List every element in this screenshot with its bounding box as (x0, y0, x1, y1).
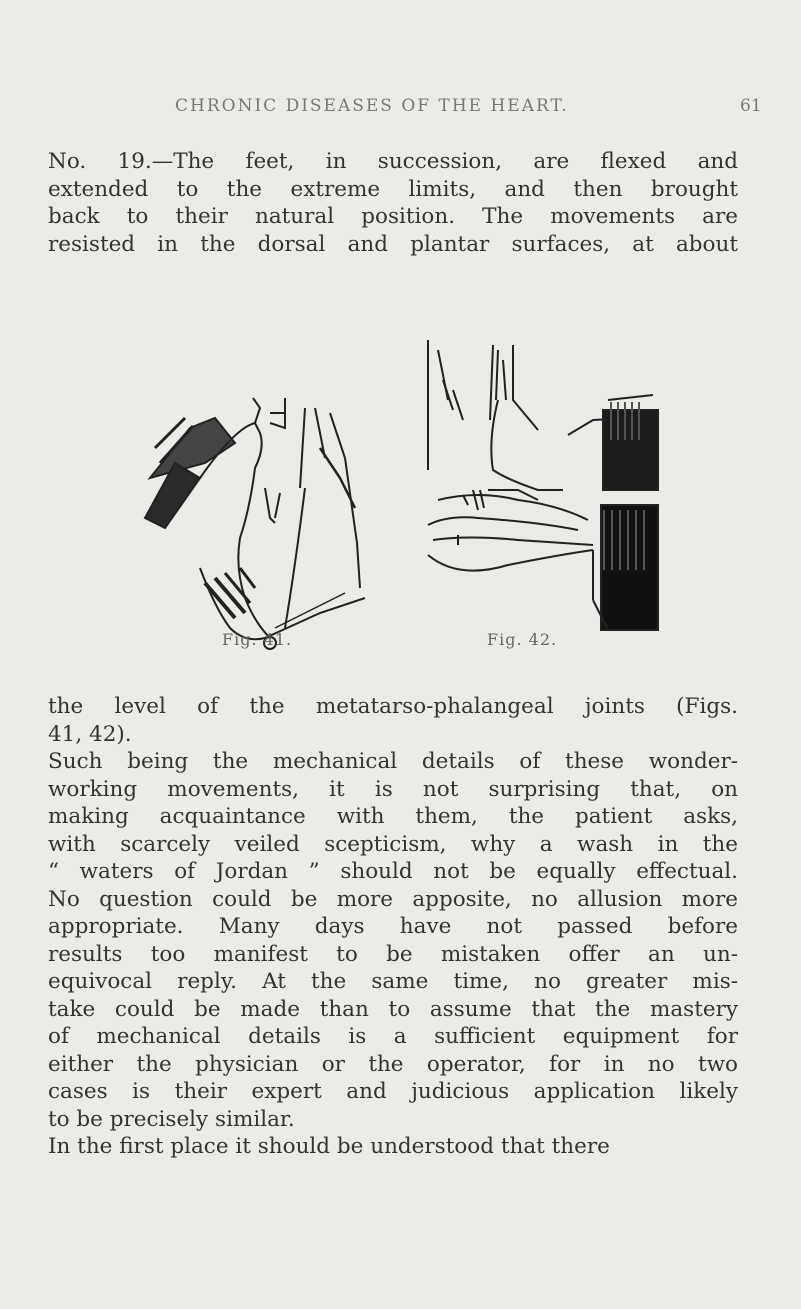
text-line: “ waters of Jordan ” should not be equally effectual. (48, 859, 738, 884)
figures-block (0, 340, 801, 660)
figure-41-caption: Fig. 41. (222, 630, 293, 649)
page-number: 61 (740, 96, 762, 116)
text-line: to be precisely similar. (48, 1106, 295, 1132)
text-line: In the first place it should be understood that there (48, 1134, 610, 1159)
running-head: CHRONIC DISEASES OF THE HEART. (175, 96, 569, 116)
text-line: with scarcely veiled scepticism, why a wash in the (48, 831, 738, 857)
text-line: resisted in the dorsal and plantar surfaces, at about (48, 231, 738, 257)
text-line: take could be made than to assume that the mastery (48, 996, 738, 1022)
figure-42-caption: Fig. 42. (487, 630, 558, 649)
text-line: Such being the mechanical details of these wonder- (48, 749, 738, 774)
paragraph-exercise-19 (48, 148, 738, 258)
text-line: 41, 42). (48, 721, 132, 747)
text-line: of mechanical details is a sufficient equipment for (48, 1024, 738, 1049)
text-line: cases is their expert and judicious application likely (48, 1079, 738, 1104)
text-line: No question could be more apposite, no allusion more (48, 886, 738, 912)
paragraph-body (48, 693, 738, 1161)
text-line: working movements, it is not surprising that, on (48, 776, 738, 802)
text-line: back to their natural position. The movements are (48, 204, 738, 229)
text-line: either the physician or the operator, for in no two (48, 1051, 738, 1077)
text-line: extended to the extreme limits, and then brought (48, 176, 738, 202)
text-line: making acquaintance with them, the patient asks, (48, 804, 738, 829)
figure-42-illustration (418, 340, 658, 640)
text-line: equivocal reply. At the same time, no greater mis- (48, 969, 738, 994)
text-line: the level of the metatarso-phalangeal joints (Figs. (48, 694, 738, 719)
figure-41-illustration (145, 368, 375, 653)
text-line: appropriate. Many days have not passed before (48, 914, 738, 939)
text-line: results too manifest to be mistaken offer an un- (48, 941, 738, 967)
text-line: No. 19.—The feet, in succession, are flexed and (48, 149, 738, 174)
